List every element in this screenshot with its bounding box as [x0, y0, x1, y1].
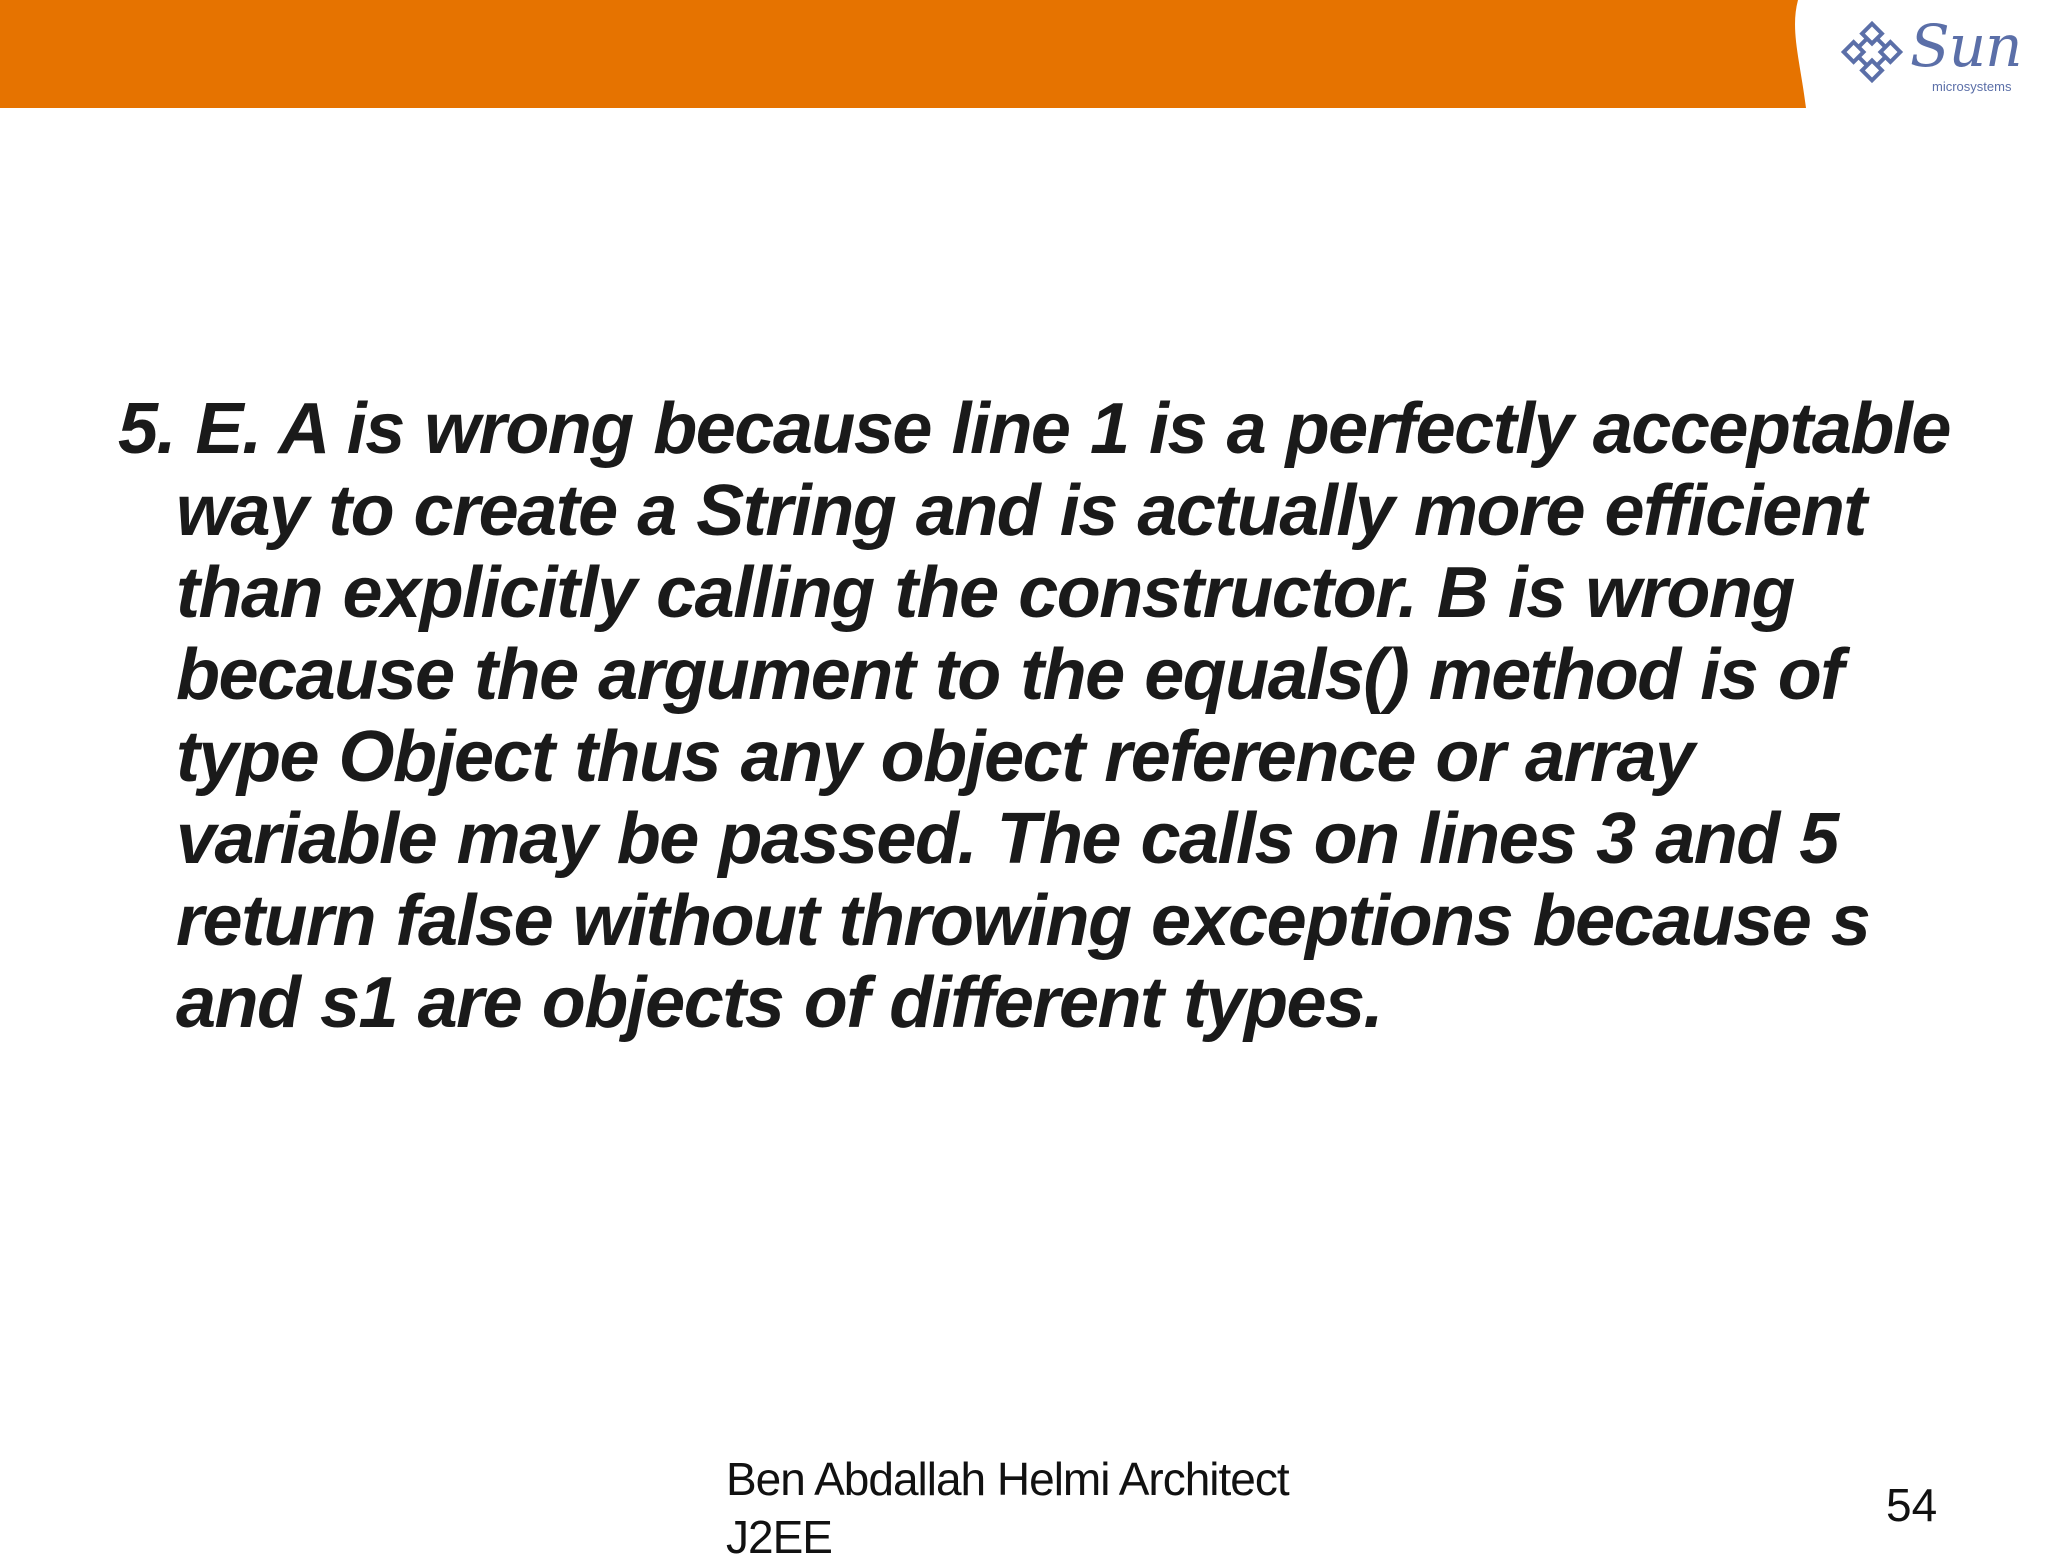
logo-subtext: microsystems — [1932, 79, 2012, 94]
slide-body — [118, 388, 1958, 1044]
page-number: 54 — [1886, 1479, 1938, 1531]
sun-diamond-logo-icon — [1840, 20, 1904, 84]
answer-paragraph: 5. E. A is wrong because line 1 is a perfectly acceptable way to create a String and is actually more efficient than explicitly calling the constructor. B is wrong because the argument to the equals() method is of type Object thus any object reference or array variable may be passed. The calls on lines 3 and 5 return false without throwing exceptions because s and s1 are objects of different types. — [118, 389, 1950, 1043]
sun-logo — [1840, 14, 2030, 102]
footer-author: Ben Abdallah Helmi Architect J2EE — [726, 1453, 1289, 1563]
logo-wordmark: Sun — [1910, 12, 2022, 80]
header-bar — [0, 0, 2048, 108]
header-bar-shape — [0, 0, 2048, 108]
